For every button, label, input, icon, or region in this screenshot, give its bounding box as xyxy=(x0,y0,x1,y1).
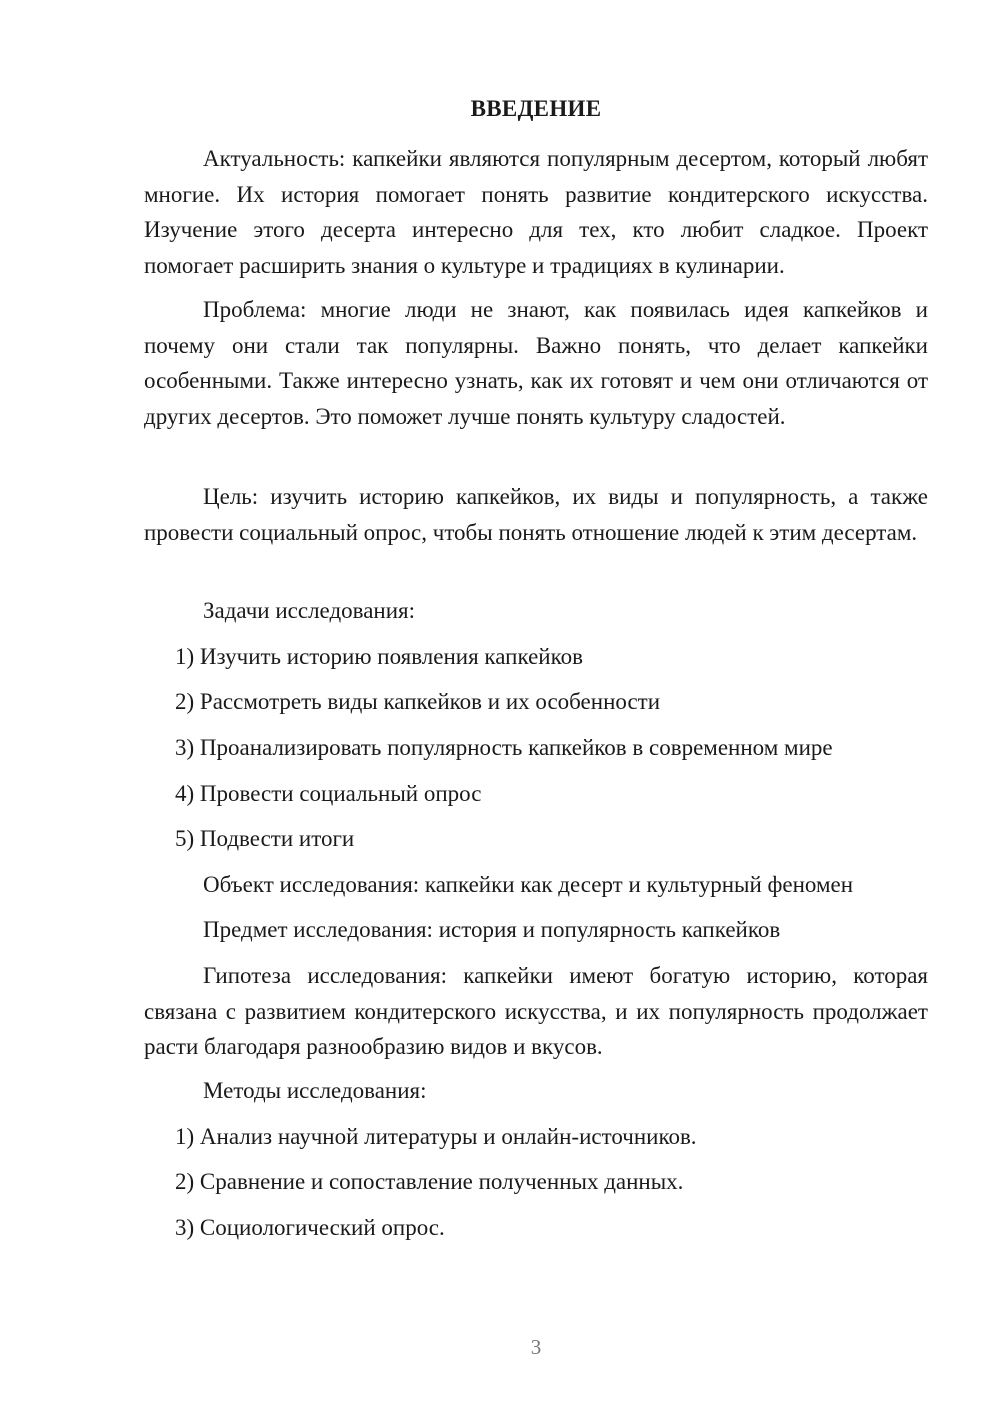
task-item: 1) Изучить историю появления капкейков xyxy=(175,644,583,669)
task-item: 4) Провести социальный опрос xyxy=(175,781,482,806)
method-item: 2) Сравнение и сопоставление полученных данных. xyxy=(175,1169,684,1194)
page-number: 3 xyxy=(530,1335,542,1359)
hypothesis-paragraph: Гипотеза исследования: капкейки имеют богатую историю, которая связана с развитием кондитерского искусства, и их популярность продолжает расти благодаря разнообразию видов и вкусов. xyxy=(144,963,928,1059)
method-item: 1) Анализ научной литературы и онлайн-источников. xyxy=(175,1124,697,1149)
tasks-heading: Задачи исследования: xyxy=(203,598,416,623)
research-subject: Предмет исследования: история и популярность капкейков xyxy=(203,917,781,942)
research-object: Объект исследования: капкейки как десерт и культурный феномен xyxy=(203,872,854,897)
task-item: 3) Проанализировать популярность капкейков в современном мире xyxy=(175,735,833,760)
relevance-paragraph: Актуальность: капкейки являются популярным десертом, который любят многие. Их история помогает понять развитие кондитерского искусства. Изучение этого десерта интересно для тех, кто любит сладкое. Проект помогает расширить знания о культуре и традициях в кулинарии. xyxy=(144,146,928,278)
methods-heading: Методы исследования: xyxy=(203,1078,427,1103)
task-item: 5) Подвести итоги xyxy=(175,826,355,851)
goal-paragraph: Цель: изучить историю капкейков, их виды и популярность, а также провести социальный опрос, чтобы понять отношение людей к этим десертам. xyxy=(144,484,928,545)
method-item: 3) Социологический опрос. xyxy=(175,1215,445,1240)
page-title: ВВЕДЕНИЕ xyxy=(470,96,602,121)
problem-paragraph: Проблема: многие люди не знают, как появилась идея капкейков и почему они стали так популярны. Важно понять, что делает капкейки особенными. Также интересно узнать, как их готовят и чем они отличаются от других десертов. Это поможет лучше понять культуру сладостей. xyxy=(144,297,928,429)
task-item: 2) Рассмотреть виды капкейков и их особенности xyxy=(175,689,661,714)
